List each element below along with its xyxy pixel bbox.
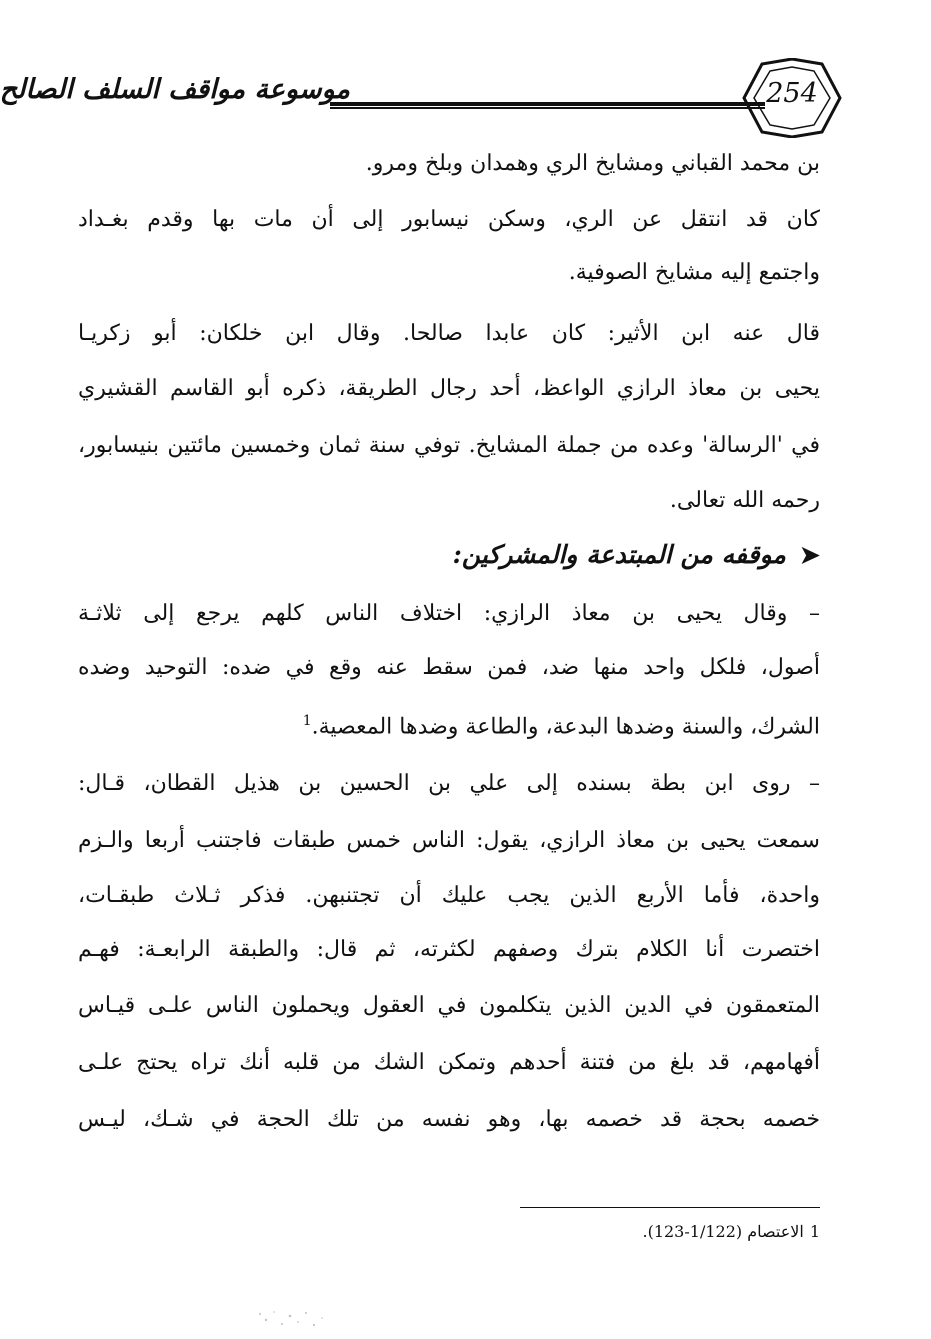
footnote-text: الاعتصام (1/122-123). [642, 1222, 804, 1241]
text-line: المتعمقون في الدين الذين يتكلمون في العقول ويحملون الناس علـى قيـاس [78, 993, 820, 1018]
text-line-content: الشرك، والسنة وضدها البدعة، والطاعة وضدها المعصية. [311, 714, 820, 740]
text-line: سمعت يحيى بن معاذ الرازي، يقول: الناس خمس طبقات فاجتنب أربعا والـزم [78, 828, 820, 853]
text-line: رحمه الله تعالى. [669, 488, 820, 513]
text-line: أفهامهم، قد بلغ من فتنة أحدهم وتمكن الشك من قلبه أنك تراه يحتج علـى [78, 1050, 820, 1075]
arrowhead-bullet-icon: ➤ [799, 540, 820, 569]
footnote-reference: 1 [302, 713, 312, 729]
footnote-divider [520, 1207, 820, 1208]
text-line: في 'الرسالة' وعده من جملة المشايخ. توفي سنة ثمان وخمسين مائتين بنيسابور، [78, 433, 820, 458]
text-line: اختصرت أنا الكلام بترك وصفهم لكثرته، ثم قال: والطبقة الرابعـة: فهـم [78, 937, 820, 962]
text-line: واحدة، فأما الأربع الذين يجب عليك أن تجتنبهن. فذكر ثـلاث طبقـات، [78, 883, 820, 908]
page-header [0, 58, 880, 138]
section-heading-text: موقفه من المبتدعة والمشركين: [452, 540, 786, 569]
page-number: 254 [766, 78, 818, 109]
footnote [520, 1222, 820, 1241]
section-heading [78, 540, 820, 569]
footnote-number: 1 [809, 1222, 820, 1241]
text-line: – وقال يحيى بن معاذ الرازي: اختلاف الناس كلهم يرجع إلى ثلاثـة [78, 601, 820, 626]
text-line: – روى ابن بطة بسنده إلى علي بن الحسين بن هذيل القطان، قـال: [78, 771, 820, 796]
text-line: بن محمد القباني ومشايخ الري وهمدان وبلخ ومرو. [365, 151, 820, 176]
text-line: واجتمع إليه مشايخ الصوفية. [568, 260, 820, 285]
text-line: خصمه بحجة قد خصمه بها، وهو نفسه من تلك الحجة في شـك، ليـس [78, 1107, 820, 1132]
text-line: أصول، فلكل واحد منها ضد، فمن سقط عنه وقع في ضده: التوحيد وضده [78, 655, 820, 680]
text-line: قال عنه ابن الأثير: كان عابدا صالحا. وقال ابن خلكان: أبو زكريـا [78, 321, 820, 346]
text-line: يحيى بن معاذ الرازي الواعظ، أحد رجال الطريقة، ذكره أبو القاسم القشيري [78, 376, 820, 401]
text-line: كان قد انتقل عن الري، وسكن نيسابور إلى أن مات بها وقدم بغـداد [78, 207, 820, 232]
book-title: موسوعة مواقف السلف الصالح [0, 74, 350, 105]
header-rule [330, 102, 765, 109]
text-line [78, 704, 820, 744]
scan-noise-mark [252, 1306, 332, 1331]
page-number-badge [740, 58, 844, 138]
